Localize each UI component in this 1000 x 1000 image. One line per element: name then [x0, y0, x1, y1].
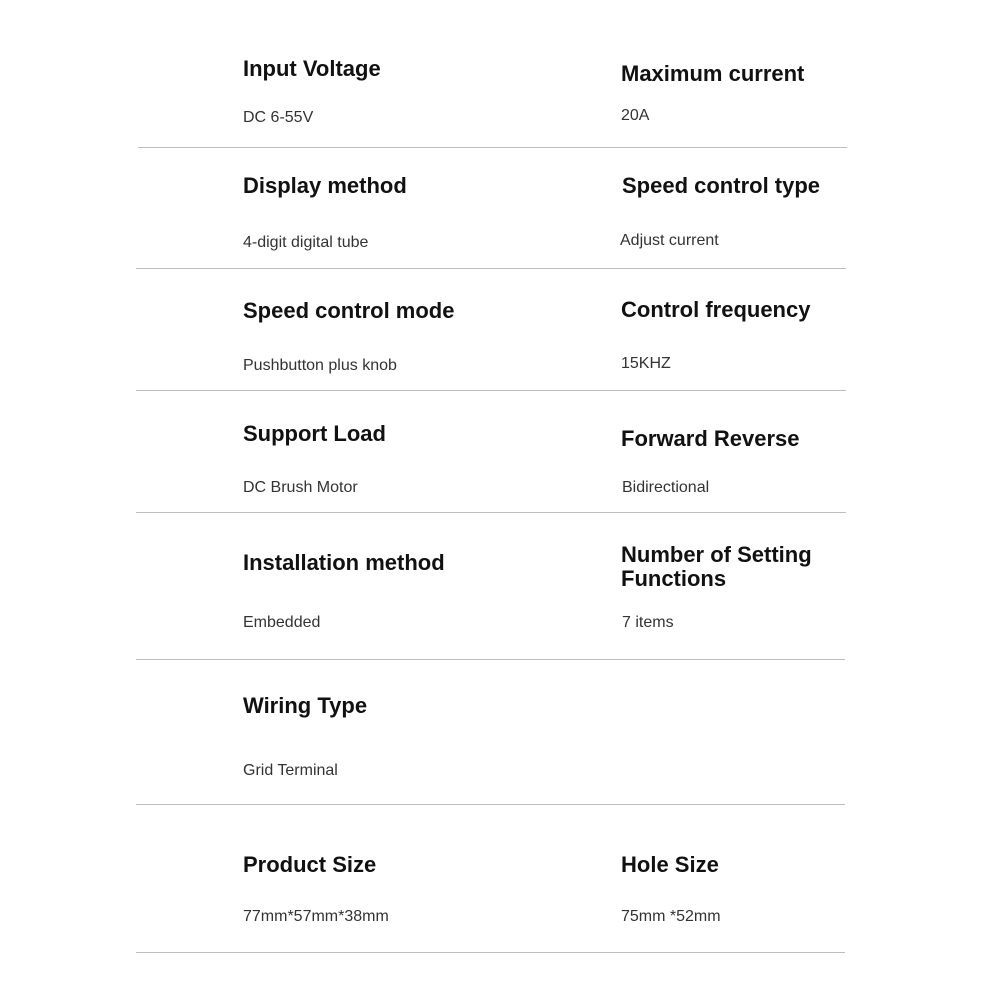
spec-value-maximum-current: 20A — [621, 107, 650, 124]
spec-value-support-load: DC Brush Motor — [243, 479, 358, 496]
spec-label-number-of-setting-functions: Number of Setting Functions — [621, 542, 812, 591]
row-divider — [136, 804, 845, 805]
spec-label-maximum-current: Maximum current — [621, 61, 805, 86]
spec-value-installation-method: Embedded — [243, 614, 321, 631]
spec-label-product-size: Product Size — [243, 852, 377, 877]
spec-value-speed-control-mode: Pushbutton plus knob — [243, 357, 397, 374]
spec-value-hole-size: 75mm *52mm — [621, 908, 721, 925]
spec-label-installation-method: Installation method — [243, 550, 445, 575]
spec-label-speed-control-type: Speed control type — [622, 173, 821, 198]
spec-value-number-of-setting-functions: 7 items — [622, 614, 674, 631]
row-divider — [136, 952, 845, 953]
row-divider — [136, 512, 846, 513]
spec-label-speed-control-mode: Speed control mode — [243, 298, 455, 323]
row-divider — [136, 390, 846, 391]
spec-label-hole-size: Hole Size — [621, 852, 719, 877]
spec-label-display-method: Display method — [243, 173, 407, 198]
row-divider — [138, 147, 847, 148]
spec-label-support-load: Support Load — [243, 421, 386, 446]
spec-value-control-frequency: 15KHZ — [621, 355, 671, 372]
spec-label-wiring-type: Wiring Type — [243, 693, 368, 718]
spec-value-input-voltage: DC 6-55V — [243, 109, 314, 126]
spec-value-display-method: 4-digit digital tube — [243, 234, 369, 251]
spec-label-forward-reverse: Forward Reverse — [621, 426, 800, 451]
row-divider — [136, 268, 846, 269]
spec-value-wiring-type: Grid Terminal — [243, 762, 338, 779]
spec-value-speed-control-type: Adjust current — [620, 232, 719, 249]
spec-label-input-voltage: Input Voltage — [243, 56, 381, 81]
spec-value-product-size: 77mm*57mm*38mm — [243, 908, 389, 925]
row-divider — [136, 659, 845, 660]
spec-value-forward-reverse: Bidirectional — [622, 479, 710, 496]
spec-label-control-frequency: Control frequency — [621, 297, 811, 322]
